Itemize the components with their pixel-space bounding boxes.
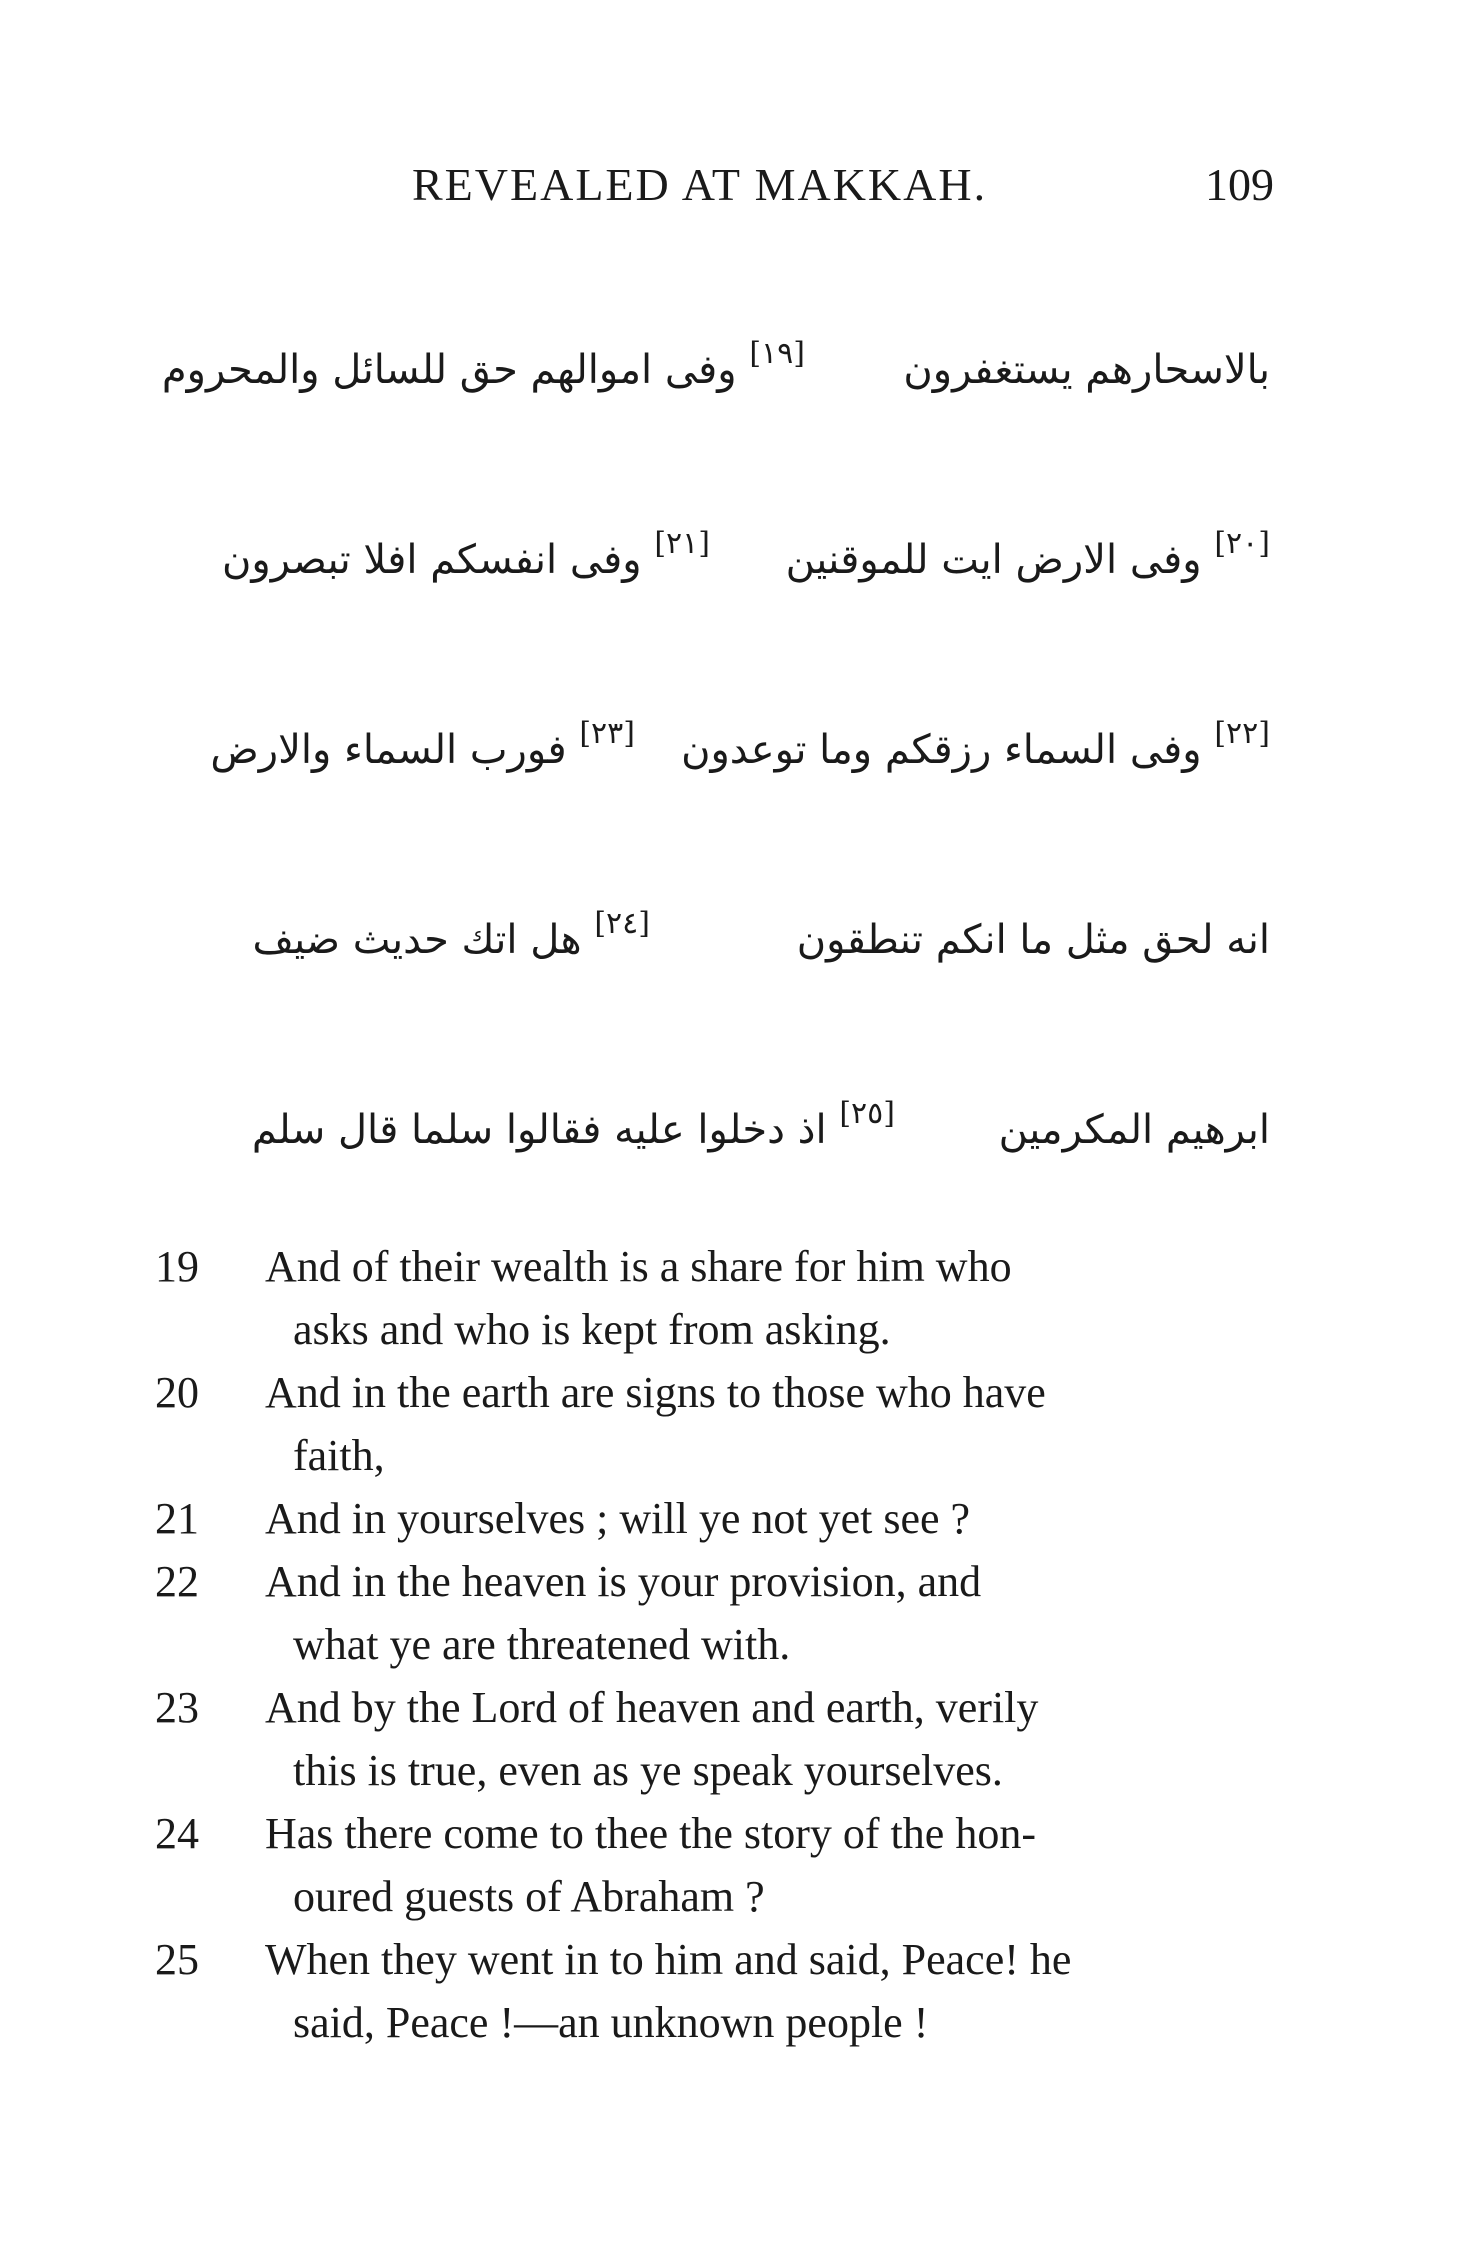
verse-translation — [155, 1928, 1295, 2054]
arabic-segment-left — [253, 904, 650, 976]
arabic-segment-left — [222, 524, 710, 596]
verse-marker: [٢٢] — [1214, 716, 1270, 751]
arabic-text: وفى انفسكم افلا تبصرون — [222, 537, 642, 583]
arabic-segment-right — [999, 1094, 1270, 1166]
verse-line: what ye are threatened with. — [293, 1620, 791, 1669]
arabic-text: وفى اموالهم حق للسائل والمحروم — [161, 347, 737, 393]
page-header — [0, 158, 1470, 218]
arabic-text: وفى السماء رزقكم وما توعدون — [681, 727, 1202, 773]
verse-marker: [٢١] — [654, 526, 710, 561]
arabic-text-block — [161, 300, 1270, 1250]
arabic-text: فورب السماء والارض — [210, 727, 567, 773]
verse-number: 22 — [155, 1557, 199, 1606]
verse-line: And by the Lord of heaven and earth, verily — [265, 1683, 1039, 1732]
verse-translation — [155, 1802, 1295, 1928]
arabic-text: هل اتك حديث ضيف — [252, 917, 582, 963]
arabic-text: اذ دخلوا عليه فقالوا سلما قال سلم — [251, 1107, 827, 1153]
verse-line: Has there come to thee the story of the hon- — [265, 1809, 1036, 1858]
verse-number: 25 — [155, 1935, 199, 1984]
verse-line: When they went in to him and said, Peace! he — [265, 1935, 1072, 1984]
arabic-segment-right — [797, 904, 1270, 976]
verse-line: And in the earth are signs to those who have — [265, 1368, 1046, 1417]
verse-number: 24 — [155, 1809, 199, 1858]
arabic-segment-right — [786, 524, 1270, 596]
verse-line: asks and who is kept from asking. — [293, 1305, 891, 1354]
verse-translation — [155, 1487, 1295, 1550]
verse-line: this is true, even as ye speak yourselves. — [293, 1746, 1003, 1795]
verse-line: said, Peace !—an unknown people ! — [293, 1998, 929, 2047]
arabic-text: بالاسحارهم يستغفرون — [903, 347, 1270, 393]
verse-line: faith, — [293, 1431, 385, 1480]
verse-number: 23 — [155, 1683, 199, 1732]
running-head: REVEALED AT MAKKAH. — [412, 159, 988, 210]
arabic-text: ابرهيم المكرمين — [998, 1107, 1270, 1153]
verse-number: 20 — [155, 1368, 199, 1417]
verse-translation — [155, 1550, 1295, 1676]
arabic-line — [205, 490, 1270, 680]
verse-marker: [٢٤] — [594, 906, 650, 941]
verse-marker: [٢٣] — [579, 716, 635, 751]
verse-marker: [١٩] — [749, 336, 805, 371]
verse-marker: [٢٥] — [839, 1096, 895, 1131]
arabic-line — [205, 1060, 1270, 1250]
arabic-segment-right — [903, 334, 1270, 406]
arabic-line — [161, 300, 1270, 490]
arabic-text: وفى الارض ايت للموقنين — [785, 537, 1202, 583]
verse-marker: [٢٠] — [1214, 526, 1270, 561]
verse-translation — [155, 1235, 1295, 1361]
arabic-segment-left — [162, 334, 805, 406]
arabic-segment-right — [681, 714, 1270, 786]
arabic-line — [205, 870, 1270, 1060]
arabic-text: انه لحق مثل ما انكم تنطقون — [796, 917, 1270, 963]
translation-block — [155, 1235, 1295, 2054]
verse-line: And in yourselves ; will ye not yet see ? — [265, 1494, 971, 1543]
arabic-line — [205, 680, 1270, 870]
verse-line: oured guests of Abraham ? — [293, 1872, 765, 1921]
verse-number: 21 — [155, 1494, 199, 1543]
verse-number: 19 — [155, 1242, 199, 1291]
arabic-segment-left — [252, 1094, 895, 1166]
arabic-segment-left — [210, 714, 635, 786]
verse-line: And of their wealth is a share for him who — [265, 1242, 1012, 1291]
verse-line: And in the heaven is your provision, and — [265, 1557, 982, 1606]
page-number: 109 — [1205, 159, 1274, 210]
verse-translation — [155, 1361, 1295, 1487]
verse-translation — [155, 1676, 1295, 1802]
